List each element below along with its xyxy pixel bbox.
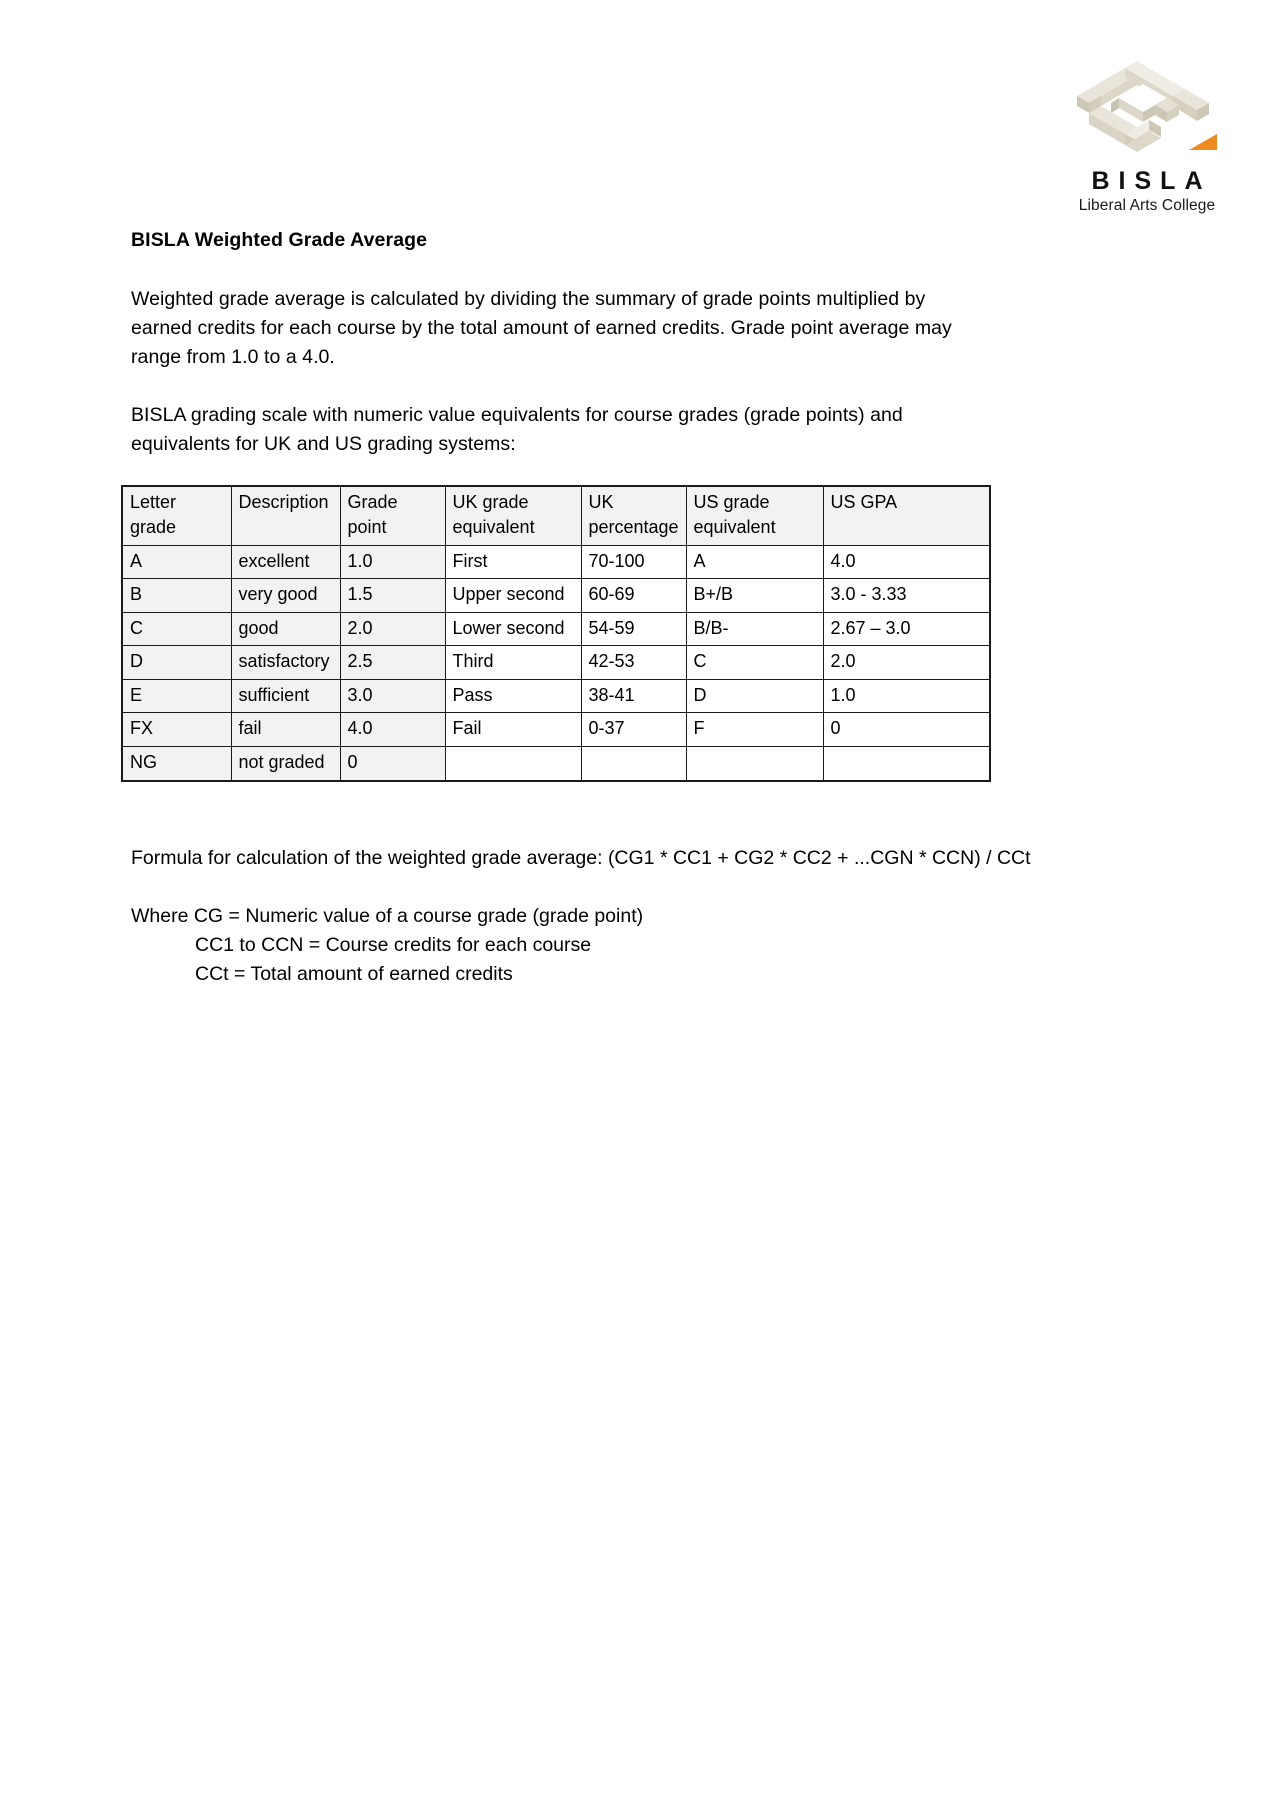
cell-us-gpa: 2.67 – 3.0 xyxy=(823,612,990,646)
column-header-uk-percentage: UK percentage xyxy=(581,486,686,546)
cell-description: sufficient xyxy=(231,679,340,713)
cell-uk-grade-equivalent: Third xyxy=(445,646,581,680)
cell-grade-point: 4.0 xyxy=(340,713,445,747)
cell-us-grade-equivalent: A xyxy=(686,545,823,579)
formula-text: Formula for calculation of the weighted grade average: (CG1 * CC1 + CG2 * CC2 + ...CGN * CCN) / CCt xyxy=(131,846,1031,869)
table-row xyxy=(122,579,990,613)
cell-uk-grade-equivalent: Fail xyxy=(445,713,581,747)
cell-us-gpa: 4.0 xyxy=(823,545,990,579)
formula-legend xyxy=(131,902,1131,989)
cell-us-gpa: 2.0 xyxy=(823,646,990,680)
cell-grade-point: 1.5 xyxy=(340,579,445,613)
cell-uk-percentage: 70-100 xyxy=(581,545,686,579)
formula-section xyxy=(131,844,1131,989)
cell-us-gpa: 3.0 - 3.33 xyxy=(823,579,990,613)
table-row xyxy=(122,713,990,747)
cell-us-grade-equivalent: B+/B xyxy=(686,579,823,613)
table-header-row xyxy=(122,486,990,546)
cell-description: excellent xyxy=(231,545,340,579)
cell-letter-grade: C xyxy=(122,612,231,646)
cell-description: not graded xyxy=(231,747,340,781)
cell-uk-percentage: 38-41 xyxy=(581,679,686,713)
cell-us-grade-equivalent: B/B- xyxy=(686,612,823,646)
cell-us-gpa: 1.0 xyxy=(823,679,990,713)
cell-description: satisfactory xyxy=(231,646,340,680)
cell-letter-grade: NG xyxy=(122,747,231,781)
cell-grade-point: 1.0 xyxy=(340,545,445,579)
grading-scale-table-body xyxy=(122,486,990,781)
cell-letter-grade: E xyxy=(122,679,231,713)
cell-grade-point: 3.0 xyxy=(340,679,445,713)
cell-uk-percentage: 42-53 xyxy=(581,646,686,680)
cell-uk-grade-equivalent: Lower second xyxy=(445,612,581,646)
column-header-letter-grade: Letter grade xyxy=(122,486,231,546)
cell-letter-grade: B xyxy=(122,579,231,613)
cell-uk-percentage: 0-37 xyxy=(581,713,686,747)
table-row xyxy=(122,747,990,781)
legend-line-cc: CC1 to CCN = Course credits for each course xyxy=(195,934,592,957)
document-content xyxy=(131,228,1131,989)
cell-letter-grade: FX xyxy=(122,713,231,747)
grading-scale-intro-paragraph: BISLA grading scale with numeric value equivalents for course grades (grade points) and equivalents for UK and US grading systems: xyxy=(131,404,903,455)
intro-paragraph: Weighted grade average is calculated by dividing the summary of grade points multiplied by earned credits for each course by the total amount of earned credits. Grade point average may range from 1.0 to a 4.0. xyxy=(131,288,952,368)
column-header-grade-point: Grade point xyxy=(340,486,445,546)
legend-line-cg: Where CG = Numeric value of a course grade (grade point) xyxy=(131,905,644,928)
orange-accent-triangle-icon xyxy=(1189,134,1217,150)
cell-description: very good xyxy=(231,579,340,613)
cell-uk-grade-equivalent: First xyxy=(445,545,581,579)
grading-scale-table xyxy=(121,485,991,782)
cell-us-grade-equivalent: F xyxy=(686,713,823,747)
cell-letter-grade: A xyxy=(122,545,231,579)
cell-uk-percentage xyxy=(581,747,686,781)
column-header-description: Description xyxy=(231,486,340,546)
table-row xyxy=(122,545,990,579)
cell-us-gpa xyxy=(823,747,990,781)
table-row xyxy=(122,646,990,680)
cell-us-gpa: 0 xyxy=(823,713,990,747)
column-header-us-gpa: US GPA xyxy=(823,486,990,546)
legend-line-cct: CCt = Total amount of earned credits xyxy=(195,962,513,985)
bisla-logo-block xyxy=(1047,52,1247,215)
cell-uk-percentage: 60-69 xyxy=(581,579,686,613)
cell-grade-point: 2.5 xyxy=(340,646,445,680)
cell-us-grade-equivalent: C xyxy=(686,646,823,680)
cell-uk-percentage: 54-59 xyxy=(581,612,686,646)
cell-grade-point: 0 xyxy=(340,747,445,781)
cell-description: fail xyxy=(231,713,340,747)
bisla-isometric-maze-logo-icon xyxy=(1067,52,1227,160)
cell-letter-grade: D xyxy=(122,646,231,680)
cell-uk-grade-equivalent: Upper second xyxy=(445,579,581,613)
cell-grade-point: 2.0 xyxy=(340,612,445,646)
cell-us-grade-equivalent: D xyxy=(686,679,823,713)
column-header-uk-grade-equivalent: UK grade equivalent xyxy=(445,486,581,546)
logo-tagline: Liberal Arts College xyxy=(1078,197,1216,215)
cell-uk-grade-equivalent xyxy=(445,747,581,781)
logo-wordmark: BISLA xyxy=(1091,167,1212,195)
table-row xyxy=(122,679,990,713)
cell-uk-grade-equivalent: Pass xyxy=(445,679,581,713)
cell-us-grade-equivalent xyxy=(686,747,823,781)
table-row xyxy=(122,612,990,646)
cell-description: good xyxy=(231,612,340,646)
page-title: BISLA Weighted Grade Average xyxy=(131,229,428,251)
column-header-us-grade-equivalent: US grade equivalent xyxy=(686,486,823,546)
